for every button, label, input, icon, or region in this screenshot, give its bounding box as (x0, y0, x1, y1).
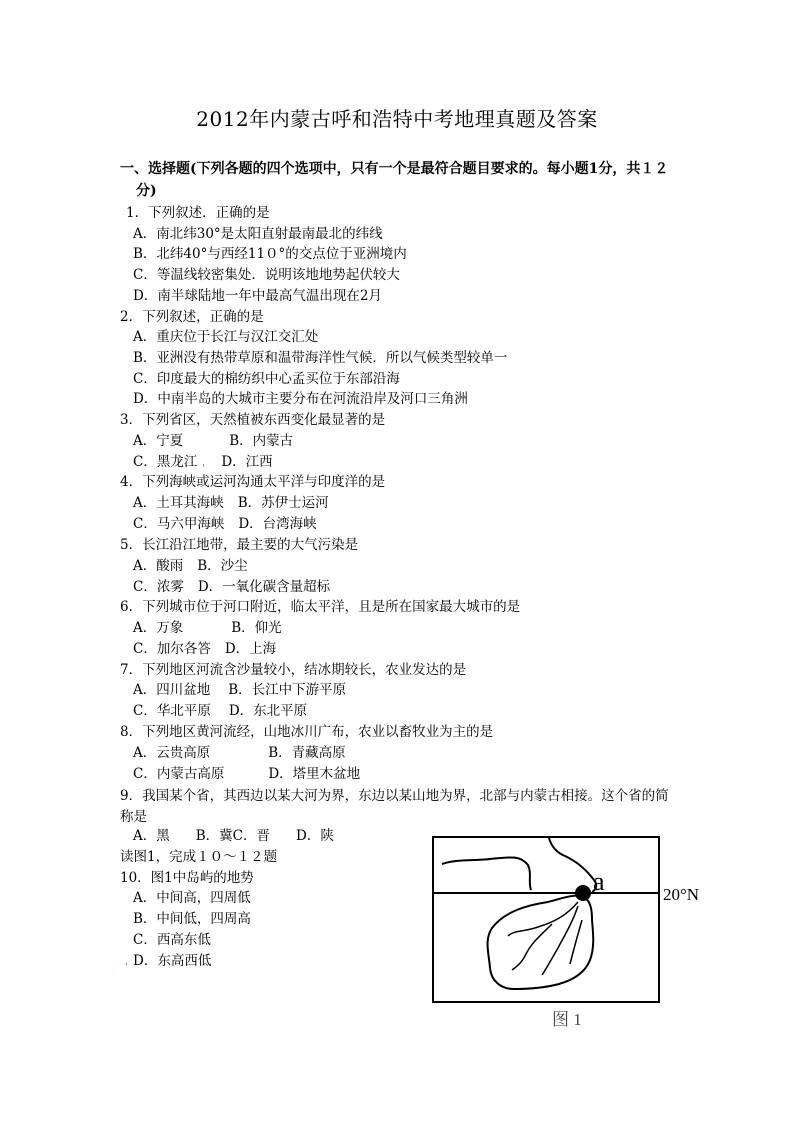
question-8-option-a: A．云贵高原 (133, 745, 211, 761)
question-8-options-row2 (133, 765, 360, 783)
question-6-options-row2 (133, 640, 276, 658)
question-4-options-row2 (133, 515, 317, 533)
question-10-option-a: A．中间高，四周低 (133, 890, 251, 906)
figure-caption: 图 1 (552, 1010, 582, 1029)
question-1-option-d: D．南半球陆地一年中最高气温出现在2月 (133, 288, 382, 304)
question-9-option-b: B．冀 (195, 828, 233, 844)
question-8-option-c: C．内蒙古高原 (133, 766, 225, 782)
question-9-option-a: A．黑 (133, 828, 170, 844)
question-10-option-c: C．西高东低 (133, 932, 211, 948)
question-2-option-d: D．中南半岛的大城市主要分布在河流沿岸及河口三角洲 (133, 391, 468, 407)
question-9-options-row (133, 827, 334, 845)
question-5-options-row2 (133, 578, 330, 596)
question-5-option-c: C．浓雾 (133, 579, 184, 595)
latitude-label: 20°N (663, 885, 700, 904)
section-heading-cont: 分) (136, 183, 157, 199)
question-6-option-d: D．上海 (224, 641, 277, 657)
question-9-option-d: D．陕 (296, 828, 334, 844)
question-7-option-b: B．长江中下游平原 (228, 682, 347, 698)
question-8-options-row1 (133, 744, 346, 762)
question-4-option-d: D．台湾海峡 (238, 516, 317, 532)
question-10-option-b: B．中间低，四周高 (133, 911, 251, 927)
question-6-option-b: B．仰光 (231, 620, 282, 636)
question-2-stem: 2．下列叙述，正确的是 (120, 309, 264, 325)
question-4-stem: 4．下列海峡或运河沟通太平洋与印度洋的是 (120, 474, 386, 490)
question-10-stem: 10．图1中岛屿的地势 (120, 870, 254, 886)
mainland-coastline (442, 838, 596, 892)
figure-1-map (428, 832, 728, 1032)
stray-mark: ˌ (202, 457, 205, 468)
question-6-stem: 6．下列城市位于河口附近，临太平洋，且是所在国家最大城市的是 (120, 599, 521, 615)
question-7-option-d: D．东北平原 (228, 703, 308, 719)
question-3-stem: 3．下列省区，天然植被东西变化最显著的是 (120, 412, 386, 428)
question-5-stem: 5．长江沿江地带，最主要的大气污染是 (120, 537, 359, 553)
question-4-options-row1 (133, 494, 329, 512)
question-1-option-b: B．北纬40°与西经11０°的交点位于亚洲境内 (133, 246, 407, 262)
question-7-options-row2 (133, 702, 307, 720)
question-6-option-c: C．加尔各答 (133, 641, 211, 657)
question-7-option-a: A．四川盆地 (133, 682, 211, 698)
question-10-option-d: D．东高西低 (133, 953, 212, 969)
question-6-options-row1 (133, 619, 282, 637)
question-2-option-b: B．亚洲没有热带草原和温带海洋性气候．所以气候类型较单一 (133, 350, 508, 366)
question-5-options-row1 (133, 557, 248, 575)
question-1-stem: 1．下列叙述．正确的是 (126, 205, 270, 221)
question-5-option-d: D．一氧化碳含量超标 (197, 579, 331, 595)
question-2-option-a: A．重庆位于长江与汉江交汇处 (133, 329, 319, 345)
stray-mark: ˌ (125, 956, 128, 967)
question-3-option-c: C．黑龙江 (133, 454, 198, 470)
question-7-options-row1 (133, 681, 346, 699)
question-5-option-a: A．酸雨 (133, 558, 184, 574)
section-heading (120, 158, 680, 202)
question-3-option-d: D．江西 (221, 454, 273, 470)
question-4-option-a: A．土耳其海峡 (133, 495, 224, 511)
section-heading-text: 一、选择题(下列各题的四个选项中，只有一个是最符合题目要求的。每小题1分，共１２ (120, 161, 669, 177)
question-3-options-row1 (133, 432, 293, 450)
read-instruction: 读图1，完成１０～１２题 (120, 849, 278, 865)
question-8-option-d: D．塔里木盆地 (268, 766, 361, 782)
point-a-marker (575, 885, 591, 901)
question-7-option-c: C．华北平原 (133, 703, 211, 719)
question-8-option-b: B．青藏高原 (268, 745, 346, 761)
question-8-stem: 8．下列地区黄河流经，山地冰川广布，农业以畜牧业为主的是 (120, 724, 494, 740)
question-1-option-c: C．等温线较密集处．说明该地地势起伏较大 (133, 267, 400, 283)
question-9-stem: 9．我国某个省，其西边以某大河为界，东边以某山地为界，北部与内蒙古相接。这个省的简称是 (120, 788, 669, 825)
question-6-option-a: A．万象 (133, 620, 184, 636)
question-9-option-c: C．晋 (232, 828, 271, 844)
question-3-option-b: B．内蒙古 (229, 433, 294, 449)
question-4-option-b: B．苏伊士运河 (237, 495, 329, 511)
question-2-option-c: C．印度最大的棉纺织中心孟买位于东部沿海 (133, 371, 400, 387)
point-a-label: a (593, 867, 605, 896)
question-4-option-c: C．马六甲海峡 (133, 516, 225, 532)
question-7-stem: 7．下列地区河流含沙量较小，结冰期较长，农业发达的是 (120, 662, 467, 678)
question-3-option-a: A．宁夏 (133, 433, 184, 449)
question-5-option-b: B．沙尘 (197, 558, 248, 574)
page-title: 2012年内蒙古呼和浩特中考地理真题及答案 (196, 107, 598, 131)
question-1-option-a: A．南北纬30°是太阳直射最南最北的纬线 (133, 226, 383, 242)
